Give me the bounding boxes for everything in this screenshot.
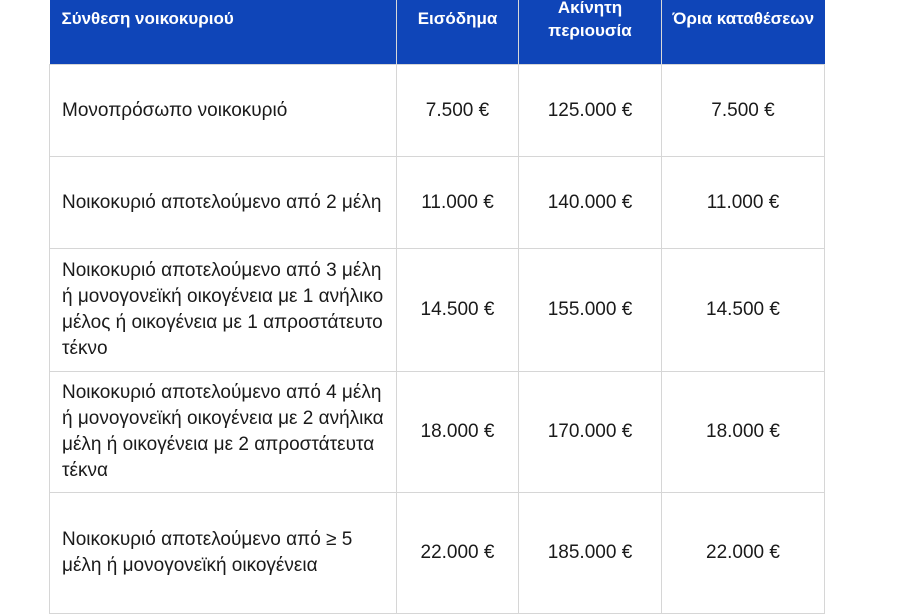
cell-income: 7.500 € xyxy=(397,65,519,157)
table-row xyxy=(50,65,825,157)
header-income: Εισόδημα xyxy=(397,0,519,65)
table-body xyxy=(50,65,825,614)
cell-deposits: 11.000 € xyxy=(662,157,825,249)
table-row xyxy=(50,493,825,614)
cell-property: 155.000 € xyxy=(519,249,662,372)
header-household-composition: Σύνθεση νοικοκυριού xyxy=(50,0,397,65)
table-row xyxy=(50,372,825,493)
cell-deposits: 7.500 € xyxy=(662,65,825,157)
header-deposit-limits: Όρια καταθέσεων xyxy=(662,0,825,65)
cell-income: 18.000 € xyxy=(397,372,519,493)
cell-composition: Νοικοκυριό αποτελούμενο από 2 μέλη xyxy=(50,157,397,249)
cell-property: 170.000 € xyxy=(519,372,662,493)
cell-composition: Νοικοκυριό αποτελούμενο από 4 μέλη ή μονογονεϊκή οικογένεια με 2 ανήλικα μέλη ή οικογένεια με 2 απροστάτευτα τέκνα xyxy=(50,372,397,493)
cell-deposits: 14.500 € xyxy=(662,249,825,372)
table-row xyxy=(50,157,825,249)
cell-composition: Νοικοκυριό αποτελούμενο από 3 μέλη ή μονογονεϊκή οικογένεια με 1 ανήλικο μέλος ή οικογένεια με 1 απροστάτευτο τέκνο xyxy=(50,249,397,372)
eligibility-table-container xyxy=(49,0,824,614)
cell-composition: Μονοπρόσωπο νοικοκυριό xyxy=(50,65,397,157)
cell-income: 11.000 € xyxy=(397,157,519,249)
cell-property: 185.000 € xyxy=(519,493,662,614)
cell-income: 22.000 € xyxy=(397,493,519,614)
cell-composition: Νοικοκυριό αποτελούμενο από ≥ 5 μέλη ή μονογονεϊκή οικογένεια xyxy=(50,493,397,614)
cell-deposits: 18.000 € xyxy=(662,372,825,493)
header-property: Ακίνητη περιουσία xyxy=(519,0,662,65)
eligibility-table xyxy=(49,0,825,614)
table-header xyxy=(50,0,825,65)
cell-property: 125.000 € xyxy=(519,65,662,157)
cell-property: 140.000 € xyxy=(519,157,662,249)
table-row xyxy=(50,249,825,372)
cell-income: 14.500 € xyxy=(397,249,519,372)
cell-deposits: 22.000 € xyxy=(662,493,825,614)
header-row xyxy=(50,0,825,65)
